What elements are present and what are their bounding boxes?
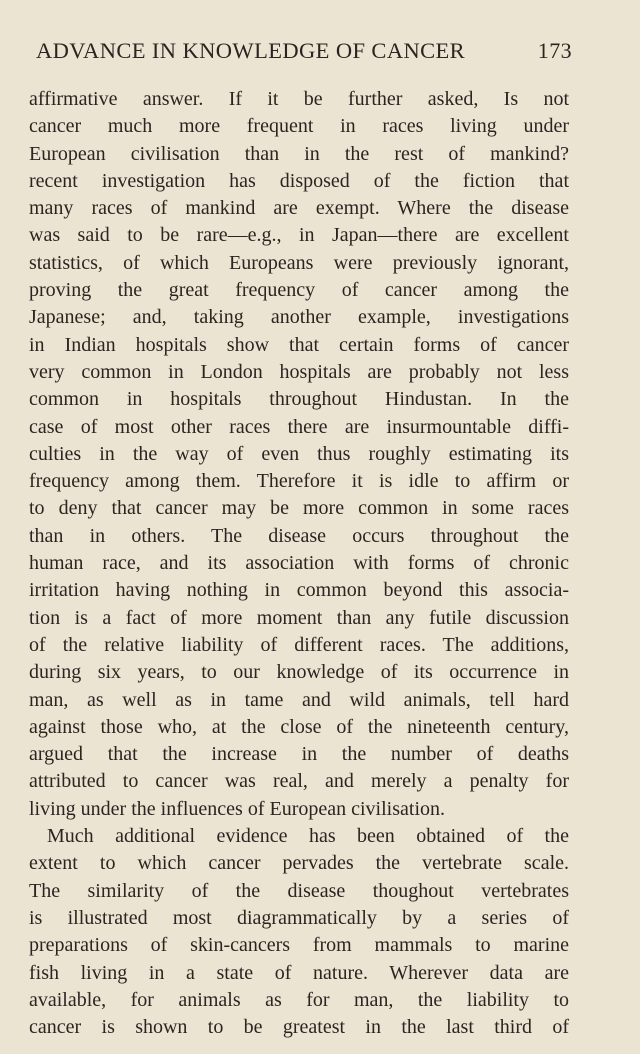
text-line-17: than in others. The disease occurs throughout the [29, 524, 569, 547]
text-line-6: was said to be rare—e.g., in Japan—there are excellent [29, 224, 569, 247]
text-line-3: European civilisation than in the rest of mankind? [29, 142, 569, 165]
text-line-32: preparations of skin-cancers from mammals to marine [29, 934, 569, 957]
text-line-13: case of most other races there are insurmountable diffi- [29, 415, 569, 438]
text-line-9: Japanese; and, taking another example, investigations [29, 306, 569, 329]
text-line-22: during six years, to our knowledge of its occurrence in [29, 661, 569, 684]
text-line-7: statistics, of which Europeans were previously ignorant, [29, 251, 569, 274]
text-line-11: very common in London hospitals are probably not less [29, 360, 569, 383]
text-line-35: cancer is shown to be greatest in the last third of [29, 1016, 569, 1039]
text-line-2: cancer much more frequent in races living under [29, 115, 569, 138]
text-line-18: human race, and its association with forms of chronic [29, 552, 569, 575]
text-line-24: against those who, at the close of the nineteenth century, [29, 715, 569, 738]
text-line-1: affirmative answer. If it be further asked, Is not [29, 88, 569, 110]
text-line-29: extent to which cancer pervades the vertebrate scale. [29, 852, 569, 875]
text-line-10: in Indian hospitals show that certain forms of cancer [29, 333, 569, 356]
text-line-5: many races of mankind are exempt. Where the disease [29, 197, 569, 220]
text-line-34: available, for animals as for man, the liability to [29, 988, 569, 1011]
text-line-8: proving the great frequency of cancer among the [29, 279, 569, 302]
text-line-27: living under the influences of European civilisation. [29, 797, 445, 820]
text-line-19: irritation having nothing in common beyond this associa- [29, 579, 569, 602]
text-line-4: recent investigation has disposed of the fiction that [29, 169, 569, 192]
text-line-23: man, as well as in tame and wild animals, tell hard [29, 688, 569, 711]
text-line-14: culties in the way of even thus roughly estimating its [29, 442, 569, 465]
text-line-12: common in hospitals throughout Hindustan. In the [29, 388, 569, 411]
page-number: 173 [537, 38, 572, 63]
running-head [36, 38, 572, 64]
text-line-20: tion is a fact of more moment than any futile discussion [29, 606, 569, 629]
text-line-30: The similarity of the disease thoughout vertebrates [29, 879, 569, 902]
text-line-15: frequency among them. Therefore it is idle to affirm or [29, 470, 569, 493]
text-line-21: of the relative liability of different races. The additions, [29, 633, 569, 656]
running-title: ADVANCE IN KNOWLEDGE OF CANCER [36, 38, 466, 63]
text-line-26: attributed to cancer was real, and merely a penalty for [29, 770, 569, 793]
body-text [29, 86, 569, 1041]
text-line-33: fish living in a state of nature. Wherever data are [29, 961, 569, 984]
text-line-25: argued that the increase in the number of deaths [29, 743, 569, 766]
text-line-31: is illustrated most diagrammatically by a series of [29, 906, 569, 929]
text-line-16: to deny that cancer may be more common in some races [29, 497, 569, 520]
text-line-28: Much additional evidence has been obtained of the [47, 825, 569, 848]
